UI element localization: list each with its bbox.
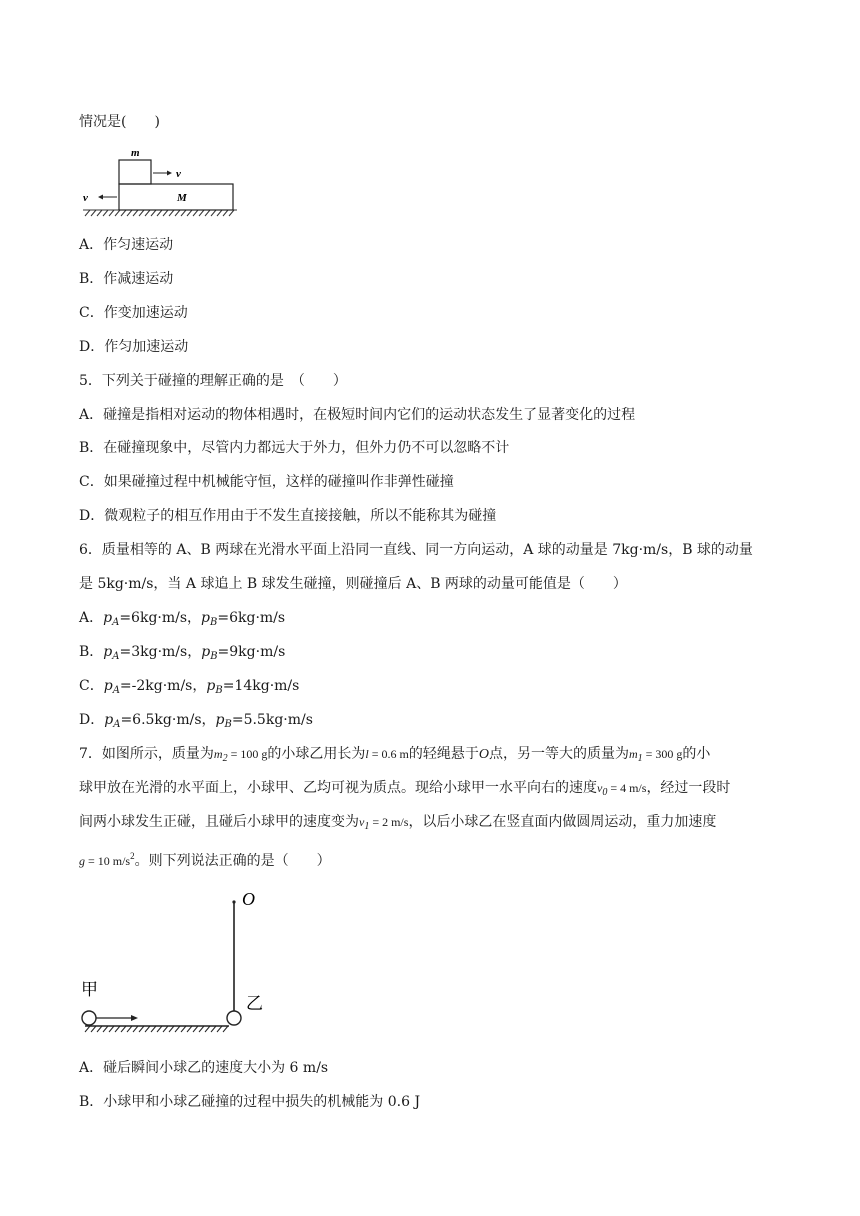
q4-option-c: C．作变加速运动 xyxy=(79,305,188,321)
label-yi: 乙 xyxy=(246,994,263,1013)
block-m xyxy=(119,160,151,184)
ball-yi xyxy=(227,1011,241,1025)
q6-stem-line1: 6．质量相等的 A、B 两球在光滑水平面上沿同一直线、同一方向运动，A 球的动量是 7kg·m/s，B 球的动量 xyxy=(79,542,753,558)
q4-option-d: D．作匀加速运动 xyxy=(79,339,189,355)
q6-option-b: B．$p_A=3kg\cdot m/s$，$p_B=9kg\cdot m/s$ xyxy=(79,644,286,662)
q6-option-c: C．$p_A=-2kg\cdot m/s$，$p_B=14kg\cdot m/s$ xyxy=(79,678,300,696)
q4-figure xyxy=(79,144,244,218)
q4-option-a: A．作匀速运动 xyxy=(79,237,174,253)
q7-option-a: A．碰后瞬间小球乙的速度大小为 6 m/s xyxy=(79,1060,329,1076)
block-M xyxy=(119,184,233,210)
q5-option-c: C．如果碰撞过程中机械能守恒，这样的碰撞叫作非弹性碰撞 xyxy=(79,474,454,490)
q7-stem-line1: 7．如图所示，质量为$m_2 = 100$ g的小球乙用长为l = 0.6 m的轻绳悬于O点，另一等大的质量为$m_1 = 300$ g的小 xyxy=(79,746,711,764)
ground-hatch xyxy=(83,210,237,216)
q4-option-b: B．作减速运动 xyxy=(79,271,174,287)
q5-option-a: A．碰撞是指相对运动的物体相遇时，在极短时间内它们的运动状态发生了显著变化的过程 xyxy=(79,407,636,423)
label-m: m xyxy=(131,147,140,159)
label-jia: 甲 xyxy=(81,980,98,999)
q7-stem-line4: g = 10 $m/s^2$。则下列说法正确的是（ ） xyxy=(79,851,331,869)
q6-option-a: A．$p_A=6kg\cdot m/s$，$p_B=6kg\cdot m/s$ xyxy=(79,610,286,628)
q5-stem: 5．下列关于碰撞的理解正确的是 （ ） xyxy=(79,373,347,389)
q5-option-d: D．微观粒子的相互作用由于不发生直接接触，所以不能称其为碰撞 xyxy=(79,508,497,524)
ball-jia xyxy=(82,1011,96,1025)
q4-stem-tail: 情况是( ) xyxy=(79,114,160,130)
label-v-right: v xyxy=(176,168,181,180)
q7-figure xyxy=(79,886,279,1034)
q5-option-b: B．在碰撞现象中，尽管内力都远大于外力，但外力仍不可以忽略不计 xyxy=(79,440,510,456)
q6-stem-line2: 是 5kg·m/s，当 A 球追上 B 球发生碰撞，则碰撞后 A、B 两球的动量可能值是（ ） xyxy=(79,576,627,592)
q7-stem-line3: 间两小球发生正碰，且碰后小球甲的速度变为$v_1 = 2$ m/s，以后小球乙在竖直面内做圆周运动，重力加速度 xyxy=(79,814,717,832)
label-O: O xyxy=(242,889,255,909)
q7-stem-line2: 球甲放在光滑的水平面上，小球甲、乙均可视为质点。现给小球甲一水平向右的速度$v_0 = 4$ m/s，经过一段时 xyxy=(79,780,731,798)
label-M: M xyxy=(177,192,187,204)
ground-hatch xyxy=(85,1026,228,1032)
q6-option-d: D．$p_A=6.5kg\cdot m/s$，$p_B=5.5kg\cdot m/s$ xyxy=(79,712,313,730)
q7-option-b: B．小球甲和小球乙碰撞的过程中损失的机械能为 0.6 J xyxy=(79,1094,421,1110)
label-v-left: v xyxy=(83,192,88,204)
